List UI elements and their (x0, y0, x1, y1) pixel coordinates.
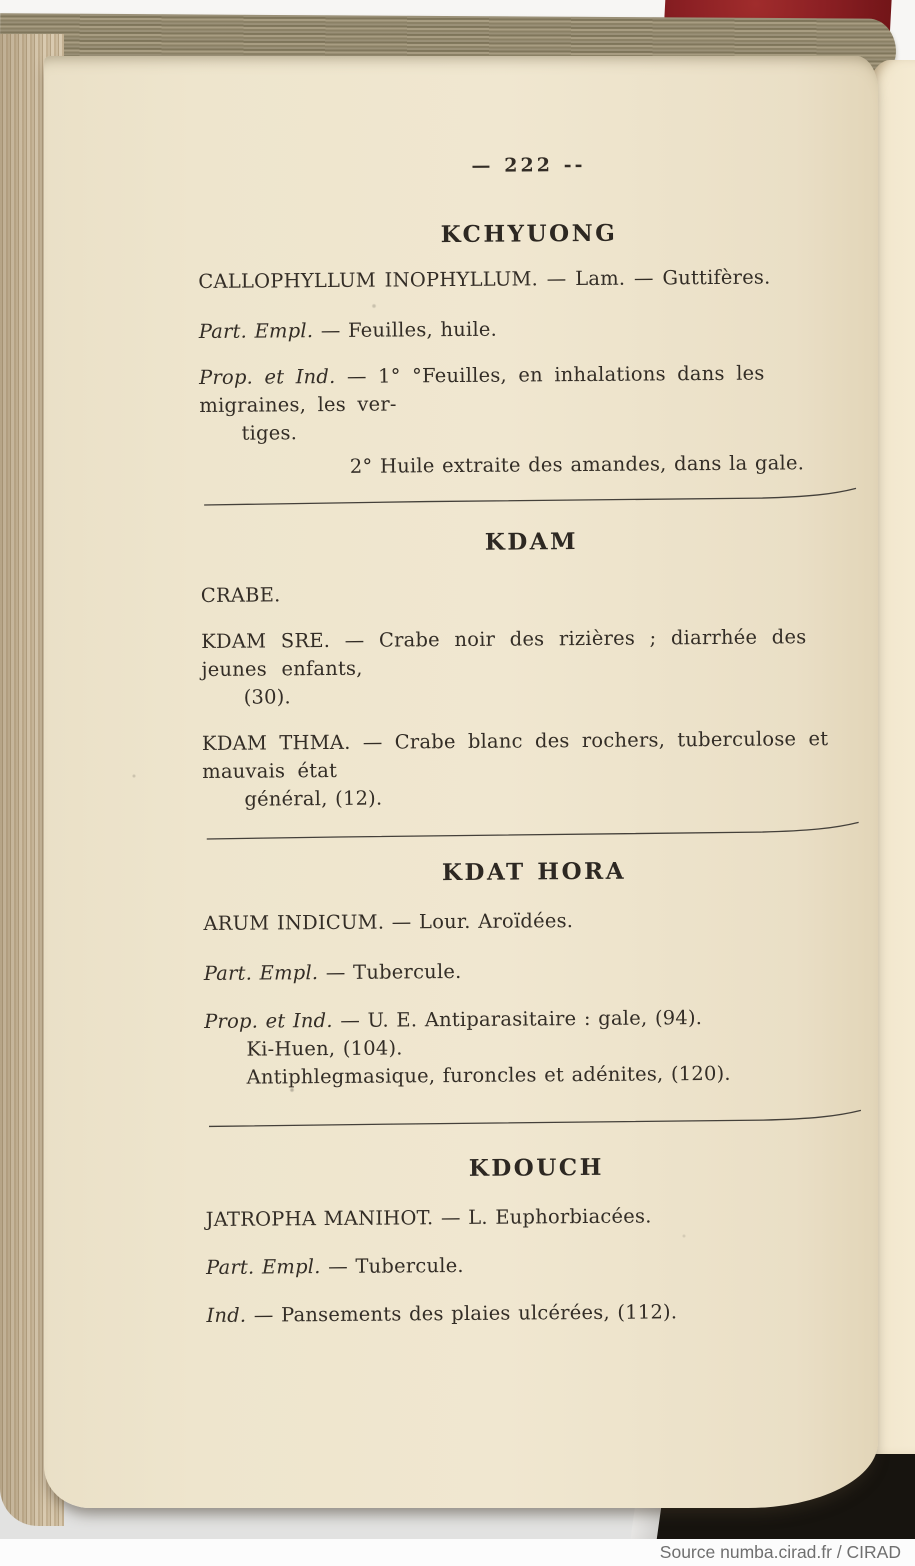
entry-line: Part. Empl. — Tubercule. (206, 1253, 464, 1279)
page-content (197, 151, 868, 1330)
section-heading: KDOUCH (468, 1153, 604, 1182)
section-heading: KCHYUONG (440, 219, 618, 249)
entry-continuation-line: tiges. (241, 421, 298, 445)
entry-line: Part. Empl. — Feuilles, huile. (198, 317, 498, 344)
section-divider (200, 487, 862, 508)
source-label: Source numba.cirad.fr / CIRAD (659, 1542, 901, 1562)
source-footer (0, 1539, 915, 1566)
section-divider (203, 821, 865, 842)
entry-continuation-line: Ki-Huen, (104). (246, 1036, 403, 1061)
entry-line: Part. Empl. — Tubercule. (203, 959, 462, 985)
entry-continuation-line: général, (12). (244, 786, 383, 811)
entry-line: Prop. et Ind. — U. E. Antiparasitaire : gale, (94). (204, 1006, 703, 1033)
entry-line: 2° Huile extraite des amandes, dans la gale. (349, 451, 805, 478)
entry-line: CRABE. (200, 583, 281, 608)
page-number: — 222 -- (471, 153, 586, 177)
entry-line: Ind. — Pansements des plaies ulcérées, (112). (206, 1300, 678, 1327)
book-page (44, 56, 878, 1508)
section-heading: KDAT HORA (441, 857, 627, 887)
section-heading: KDAM (484, 528, 579, 556)
entry-line: KDAM SRE. — Crabe noir des rizières ; diarrhée des jeunes enfants, (201, 625, 807, 682)
entry-line: Prop. et Ind. — 1° °Feuilles, en inhalations dans les migraines, les ver- (199, 361, 765, 418)
entry-line: JATROPHA MANIHOT. — L. Euphorbiacées. (205, 1204, 652, 1231)
entry-continuation-line: (30). (243, 685, 291, 709)
entry-continuation-line: Antiphlegmasique, furoncles et adénites, (120). (246, 1061, 731, 1089)
entry-line: CALLOPHYLLUM INOPHYLLUM. — Lam. — Guttifères. (198, 265, 771, 294)
entry-line: ARUM INDICUM. — Lour. Aroïdées. (203, 909, 574, 935)
section-divider (205, 1109, 867, 1130)
entry-line: KDAM THMA. — Crabe blanc des rochers, tuberculose et mauvais état (201, 727, 829, 783)
